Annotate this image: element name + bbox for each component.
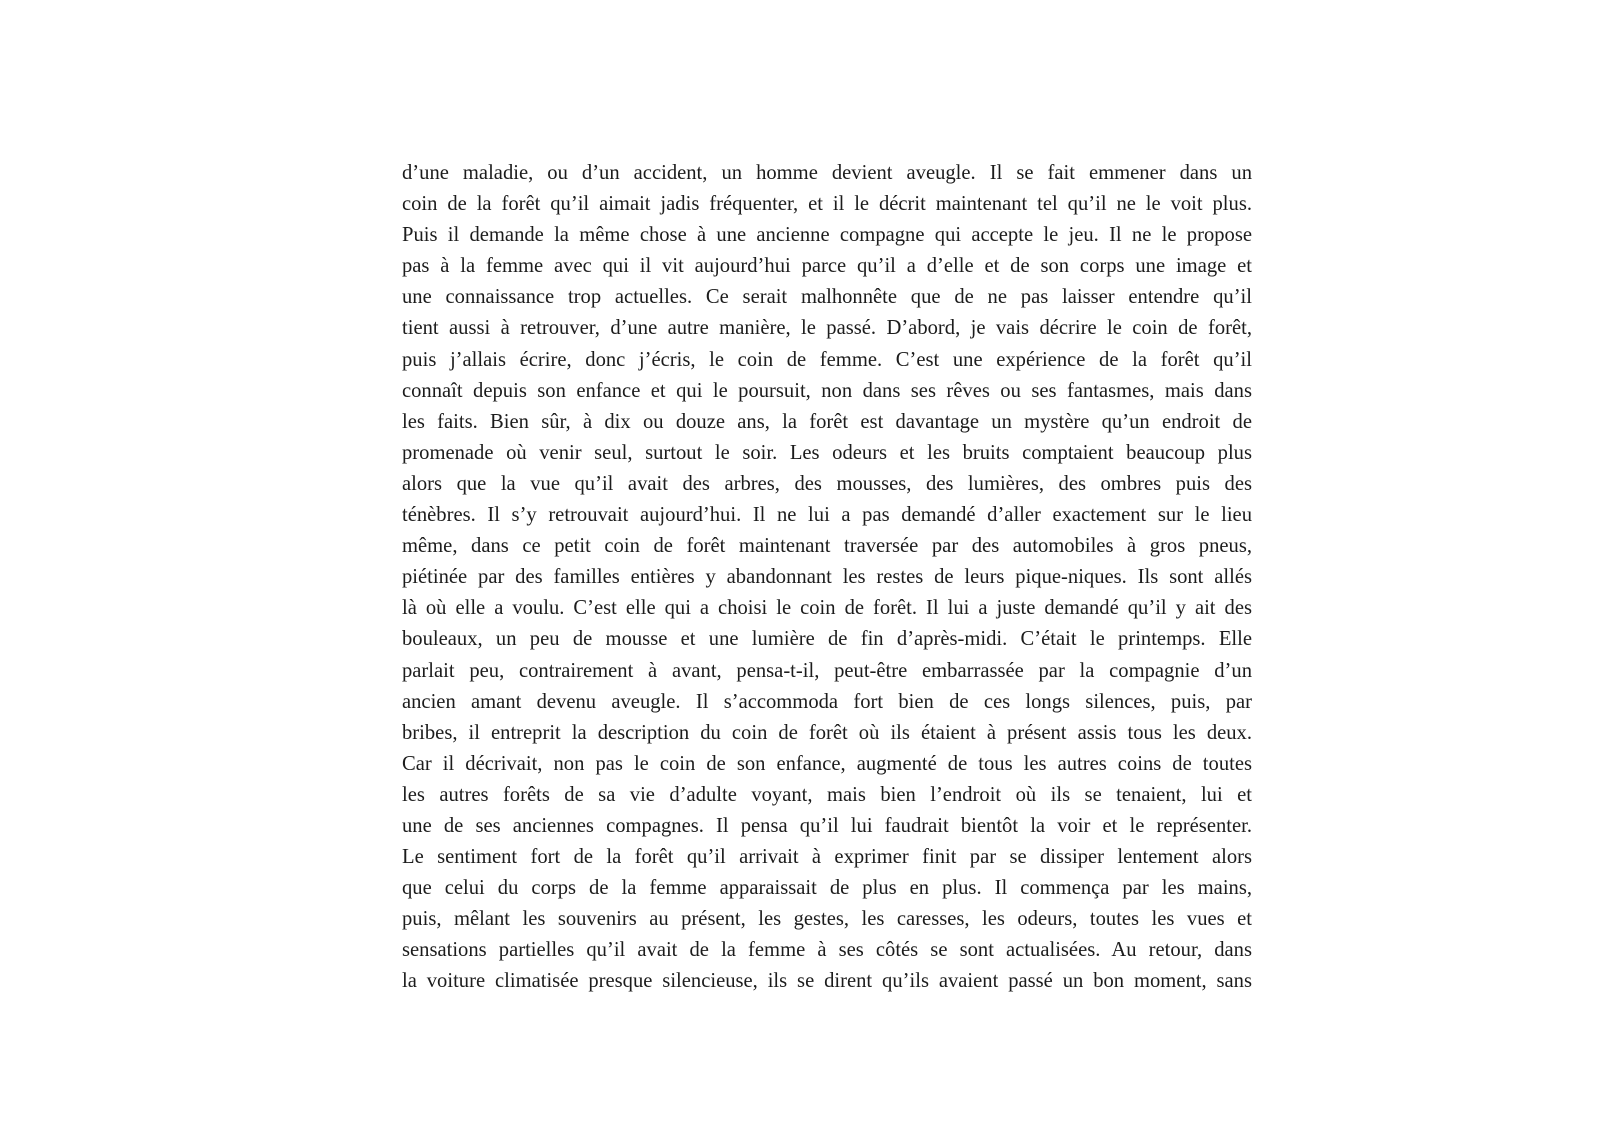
text-line: piétinée par des familles entières y abandonnant les restes de leurs pique-niques. Ils sont allés [402,566,1252,589]
text-line: les faits. Bien sûr, à dix ou douze ans, la forêt est davantage un mystère qu’un endroit de [402,410,1252,433]
text-line: parlait peu, contrairement à avant, pensa-t-il, peut-être embarrassée par la compagnie d’un [402,659,1252,682]
text-line: Le sentiment fort de la forêt qu’il arrivait à exprimer finit par se dissiper lentement alors [402,846,1252,869]
text-line: tient aussi à retrouver, d’une autre manière, le passé. D’abord, je vais décrire le coin de forêt, [402,317,1252,340]
text-line: même, dans ce petit coin de forêt maintenant traversée par des automobiles à gros pneus, [402,535,1252,558]
text-line: d’une maladie, ou d’un accident, un homme devient aveugle. Il se fait emmener dans un [402,162,1252,184]
text-line: promenade où venir seul, surtout le soir. Les odeurs et les bruits comptaient beaucoup plus [402,441,1252,464]
text-line: connaît depuis son enfance et qui le poursuit, non dans ses rêves ou ses fantasmes, mais dans [402,379,1252,402]
text-line: une de ses anciennes compagnes. Il pensa qu’il lui faudrait bientôt la voir et le représenter. [402,814,1252,837]
text-line: pas à la femme avec qui il vit aujourd’hui parce qu’il a d’elle et de son corps une image et [402,255,1252,278]
text-line: alors que la vue qu’il avait des arbres, des mousses, des lumières, des ombres puis des [402,472,1252,495]
text-line: Puis il demande la même chose à une ancienne compagne qui accepte le jeu. Il ne le propose [402,224,1252,247]
text-line: que celui du corps de la femme apparaissait de plus en plus. Il commença par les mains, [402,877,1252,900]
text-line: puis, mêlant les souvenirs au présent, les gestes, les caresses, les odeurs, toutes les vues et [402,908,1252,931]
text-line: bouleaux, un peu de mousse et une lumière de fin d’après-midi. C’était le printemps. Elle [402,628,1252,651]
text-line: les autres forêts de sa vie d’adulte voyant, mais bien l’endroit où ils se tenaient, lui et [402,783,1252,806]
text-line: une connaissance trop actuelles. Ce serait malhonnête que de ne pas laisser entendre qu’il [402,286,1252,309]
text-line: Car il décrivait, non pas le coin de son enfance, augmenté de tous les autres coins de toutes [402,752,1252,775]
text-line: puis j’allais écrire, donc j’écris, le coin de femme. C’est une expérience de la forêt qu’il [402,348,1252,371]
text-line: sensations partielles qu’il avait de la femme à ses côtés se sont actualisées. Au retour, dans [402,939,1252,962]
text-line: bribes, il entreprit la description du coin de forêt où ils étaient à présent assis tous les deux. [402,721,1252,744]
body-text [402,158,1252,998]
text-line: ténèbres. Il s’y retrouvait aujourd’hui. Il ne lui a pas demandé d’aller exactement sur le lieu [402,504,1252,527]
text-line: la voiture climatisée presque silencieuse, ils se dirent qu’ils avaient passé un bon moment, sans [402,970,1252,993]
text-line: ancien amant devenu aveugle. Il s’accommoda fort bien de ces longs silences, puis, par [402,690,1252,713]
text-line: là où elle a voulu. C’est elle qui a choisi le coin de forêt. Il lui a juste demandé qu’il y ait des [402,597,1252,620]
text-line: coin de la forêt qu’il aimait jadis fréquenter, et il le décrit maintenant tel qu’il ne le voit plus. [402,193,1252,216]
